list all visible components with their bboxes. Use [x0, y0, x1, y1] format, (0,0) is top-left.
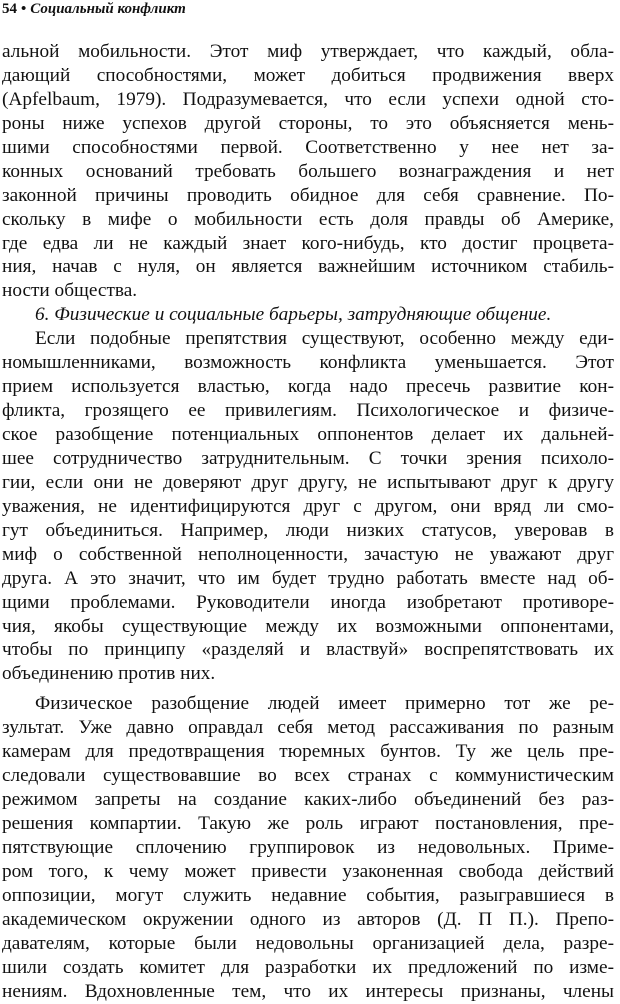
text-line: щими проблемами. Руководители иногда изобретают противоре-: [2, 591, 614, 613]
text-line: (Apfelbaum, 1979). Подразумевается, что если успехи одной сто-: [2, 88, 614, 110]
text-line: зультат. Уже давно оправдал себя метод рассаживания по разным: [2, 717, 614, 739]
section-heading-line: 6. Физические и социальные барьеры, затрудняющие общение.: [35, 304, 552, 326]
text-line: академическом окружении одного из авторов (Д. П П.). Препо-: [2, 908, 614, 930]
text-line: ром того, к чему может привести узаконенная свобода действий: [2, 860, 614, 882]
running-title: Социальный конфликт: [30, 1, 186, 17]
text-line: камерам для предотвращения тюремных бунтов. Ту же цель пре-: [2, 741, 614, 763]
body-text: [2, 40, 614, 1004]
text-line: альной мобильности. Этот миф утверждает, что каждый, обла-: [2, 41, 614, 62]
text-line: друга. А это значит, что им будет трудно работать вместе над об-: [2, 567, 614, 589]
text-line: ности общества.: [2, 280, 138, 302]
text-line: гут объединиться. Например, люди низких статусов, уверовав в: [2, 519, 614, 541]
text-line: скольку в мифе о мобильности есть доля правды об Америке,: [2, 208, 614, 230]
page-number: 54: [2, 1, 17, 17]
text-line: следовали существовавшие во всех странах с коммунистическим: [2, 765, 614, 787]
text-line: шее сотрудничество затруднительным. С точки зрения психоло-: [2, 447, 614, 469]
text-line: чия, якобы существующие между их возможными оппонентами,: [2, 615, 614, 637]
text-line: номышленниками, возможность конфликта уменьшается. Этот: [2, 352, 614, 374]
text-line: режимом запреты на создание каких-либо объединений без раз-: [2, 789, 614, 811]
text-line: объединению против них.: [2, 663, 216, 685]
text-line: решения компартии. Такую же роль играют постановления, пре-: [2, 813, 614, 834]
text-line: нениям. Вдохновленные тем, что их интересы признаны, члены: [2, 980, 614, 1002]
text-line: пятствующие сплочению группировок из недовольных. Приме-: [2, 836, 614, 858]
text-line: ния, начав с нуля, он является важнейшим источником стабиль-: [2, 256, 614, 278]
text-line: фликта, грозящего ее привилегиям. Психологическое и физиче-: [2, 400, 614, 422]
text-line: давателям, которые были недовольны организацией дела, разре-: [2, 932, 614, 954]
text-line: шили создать комитет для разработки их предложений по изме-: [2, 956, 614, 978]
text-line: шими способностями первой. Соответственно у нее нет за-: [2, 136, 614, 158]
text-line: законной причины проводить обидное для себя сравнение. По-: [2, 184, 614, 206]
text-line: где едва ли не каждый знает кого-нибудь, кто достиг процвета-: [2, 232, 614, 254]
text-line: дающий способностями, может добиться продвижения вверх: [2, 64, 614, 86]
text-line: гии, если они не доверяют друг другу, не испытывают друг к другу: [2, 471, 614, 493]
text-line: оппозиции, могут служить недавние события, разыгравшиеся в: [2, 884, 614, 906]
text-line: конных оснований требовать большего вознаграждения и нет: [2, 160, 614, 182]
running-head: [2, 0, 186, 22]
text-line: Если подобные препятствия существуют, особенно между еди-: [35, 328, 614, 350]
text-line: Физическое разобщение людей имеет примерно тот же ре-: [35, 693, 614, 715]
text-line: уважения, не идентифицируются друг с другом, они вряд ли смо-: [2, 495, 614, 517]
text-line: миф о собственной неполноценности, зачастую не уважают друг: [2, 543, 614, 565]
text-line: ское разобщение потенциальных оппонентов делает их дальней-: [2, 424, 614, 445]
text-line: роны ниже успехов другой стороны, то это объясняется мень-: [2, 112, 614, 134]
header-separator: •: [21, 1, 27, 17]
text-line: прием используется властью, когда надо пресечь развитие кон-: [2, 376, 614, 398]
text-line: чтобы по принципу «разделяй и властвуй» воспрепятствовать их: [2, 639, 614, 661]
